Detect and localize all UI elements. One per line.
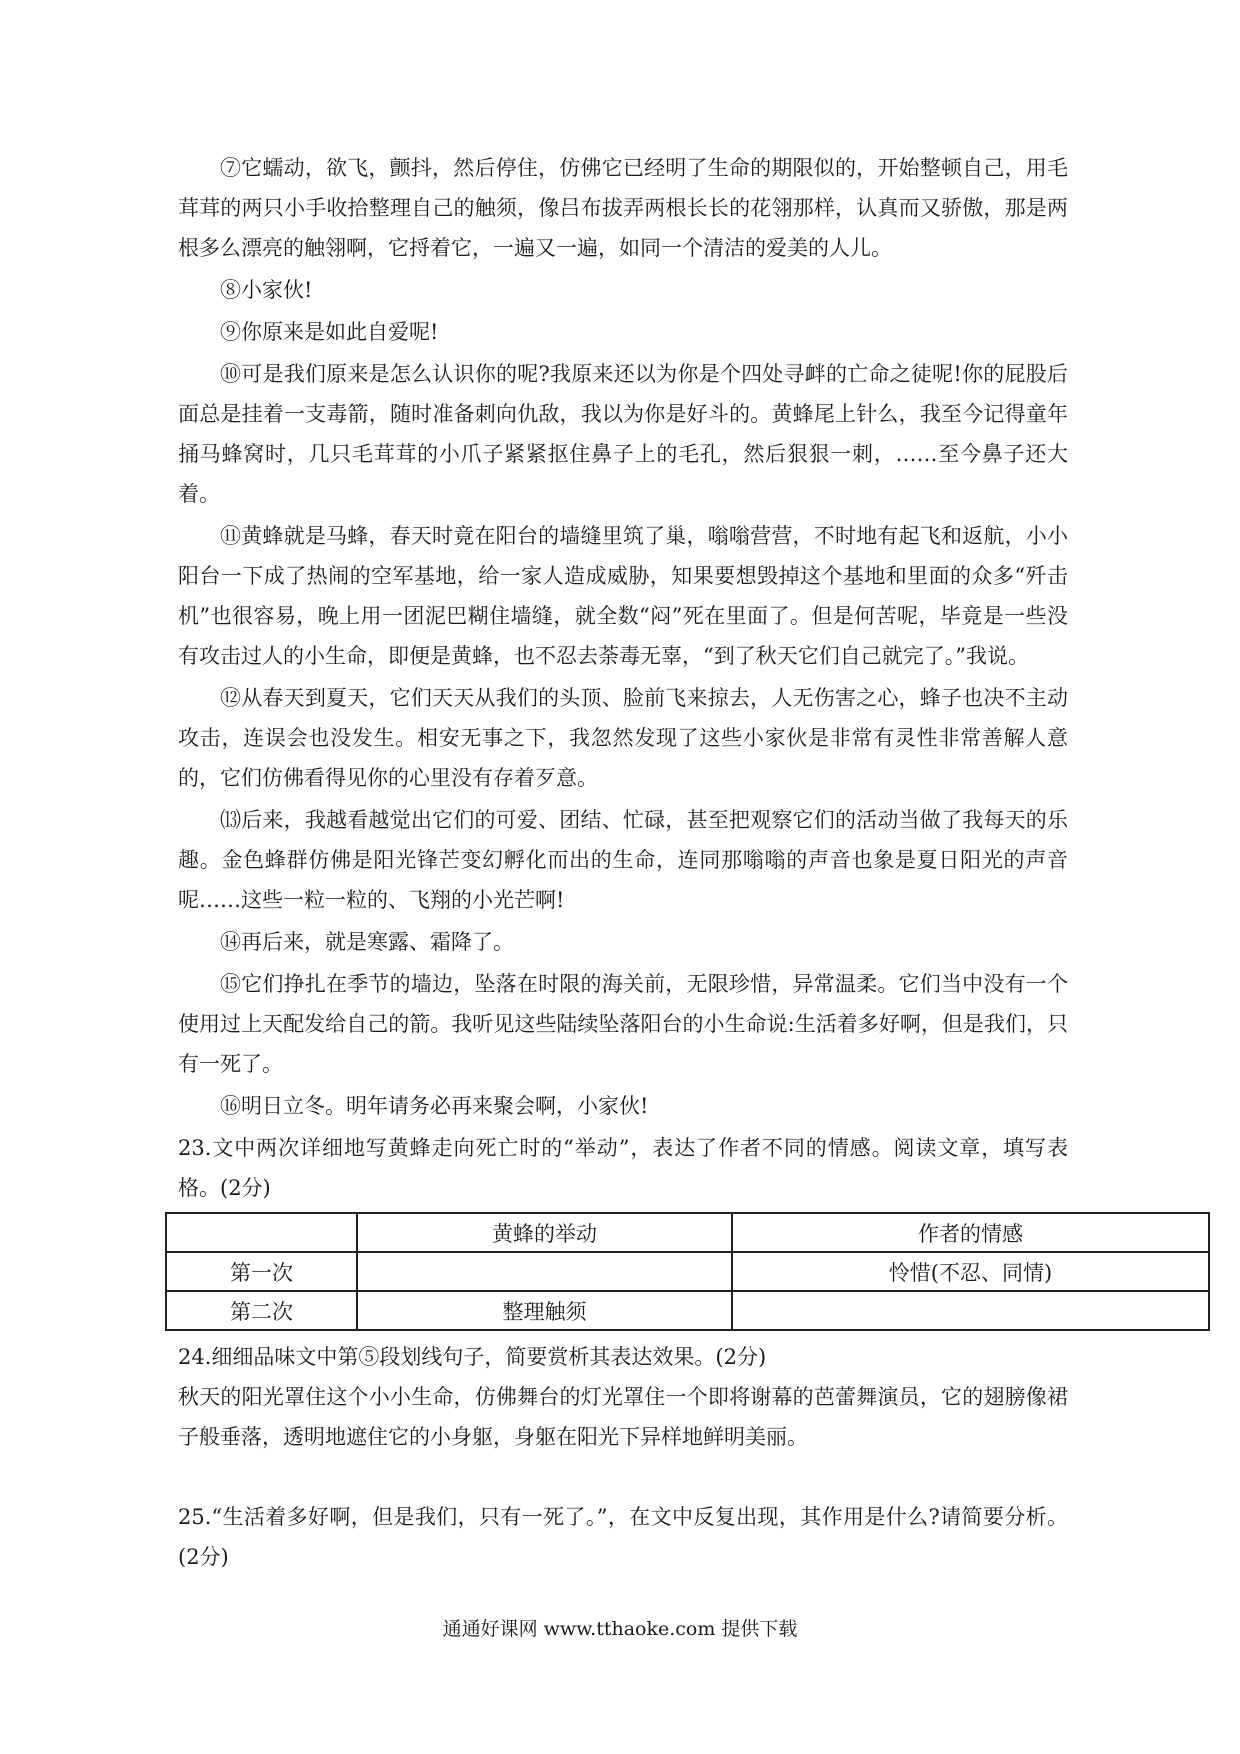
paragraph-9: ⑨你原来是如此自爱呢! [220, 320, 439, 344]
answer-space [178, 1457, 1068, 1497]
paragraph-13: ⒀后来，我越看越觉出它们的可爱、团结、忙碌，甚至把观察它们的活动当做了我每天的乐趣。金色蜂群仿佛是阳光锋芒变幻孵化而出的生命，连同那嗡嗡的声音也象是夏日阳光的声音呢……这些一粒一粒的、飞翔的小光芒啊! [178, 808, 1068, 912]
table-cell-emotion: 怜惜(不忍、同情) [732, 1252, 1209, 1291]
question-23: 23.文中两次详细地写黄蜂走向死亡时的“举动”，表达了作者不同的情感。阅读文章，填写表格。(2分) [178, 1136, 1068, 1200]
table-cell-emotion[interactable] [732, 1291, 1209, 1330]
table-cell-label: 第二次 [166, 1291, 357, 1330]
paragraph-7: ⑦它蠕动，欲飞，颤抖，然后停住，仿佛它已经明了生命的期限似的，开始整顿自己，用毛茸茸的两只小手收拾整理自己的触须，像吕布拔弄两根长长的花翎那样，认真而又骄傲，那是两根多么漂亮的触翎啊，它捋着它，一遍又一遍，如同一个清洁的爱美的人儿。 [178, 156, 1068, 260]
table-header-action: 黄蜂的举动 [357, 1213, 732, 1252]
table-header-emotion: 作者的情感 [732, 1213, 1209, 1252]
paragraph-12: ⑫从春天到夏天，它们天天从我们的头顶、脸前飞来掠去，人无伤害之心，蜂子也决不主动攻击，连误会也没发生。相安无事之下，我忽然发现了这些小家伙是非常有灵性非常善解人意的，它们仿佛看得见你的心里没有存着歹意。 [178, 686, 1068, 790]
table-header-cell [166, 1213, 357, 1252]
paragraph-8: ⑧小家伙! [220, 278, 313, 302]
paragraph-10: ⑩可是我们原来是怎么认识你的呢?我原来还以为你是个四处寻衅的亡命之徒呢!你的屁股后面总是挂着一支毒箭，随时准备刺向仇敌，我以为你是好斗的。黄蜂尾上针么，我至今记得童年捅马蜂窝时，几只毛茸茸的小爪子紧紧抠住鼻子上的毛孔，然后狠狠一刺，……至今鼻子还大着。 [178, 362, 1068, 506]
paragraph-14: ⑭再后来，就是寒露、霜降了。 [220, 930, 514, 954]
table-header-row [166, 1213, 1209, 1252]
answer-table [165, 1212, 1210, 1331]
page-content [178, 148, 1068, 1577]
paragraph-16: ⑯明日立冬。明年请务必再来聚会啊，小家伙! [220, 1094, 649, 1118]
page-footer: 通通好课网 www.tthaoke.com 提供下载 [442, 1618, 798, 1640]
table-cell-action: 整理触须 [357, 1291, 732, 1330]
paragraph-11: ⑪黄蜂就是马蜂，春天时竟在阳台的墙缝里筑了巢，嗡嗡营营，不时地有起飞和返航，小小阳台一下成了热闹的空军基地，给一家人造成威胁，知果要想毁掉这个基地和里面的众多“歼击机”也很容易，晚上用一团泥巴糊住墙缝，就全数“闷”死在里面了。但是何苦呢，毕竟是一些没有攻击过人的小生命，即便是黄蜂，也不忍去荼毒无辜，“到了秋天它们自己就完了。”我说。 [178, 524, 1068, 668]
table-cell-action[interactable] [357, 1252, 732, 1291]
question-25: 25.“生活着多好啊，但是我们，只有一死了。”，在文中反复出现，其作用是什么?请简要分析。(2分) [178, 1505, 1068, 1569]
question-24: 24.细细品味文中第⑤段划线句子，简要赏析其表达效果。(2分) [178, 1345, 767, 1369]
question-24-quote: 秋天的阳光罩住这个小小生命，仿佛舞台的灯光罩住一个即将谢幕的芭蕾舞演员，它的翅膀像裙子般垂落，透明地遮住它的小身躯，身躯在阳光下异样地鲜明美丽。 [178, 1385, 1068, 1449]
table-row [166, 1291, 1209, 1330]
paragraph-15: ⑮它们挣扎在季节的墙边，坠落在时限的海关前，无限珍惜，异常温柔。它们当中没有一个使用过上天配发给自己的箭。我听见这些陆续坠落阳台的小生命说:生活着多好啊，但是我们，只有一死了。 [178, 972, 1068, 1076]
table-row [166, 1252, 1209, 1291]
table-cell-label: 第一次 [166, 1252, 357, 1291]
